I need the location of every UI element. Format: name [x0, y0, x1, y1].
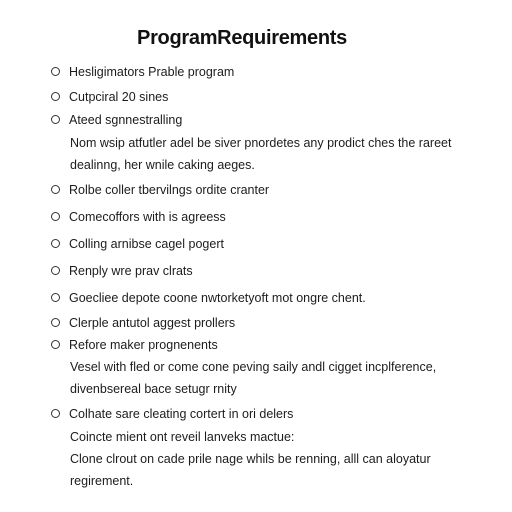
item-text-11: Colhate sare cleating cortert in ori delers	[69, 407, 294, 421]
page-title: ProgramRequirements	[137, 27, 347, 49]
item-text-9: Clerple antutol aggest prollers	[69, 316, 236, 330]
item-text-5: Comecoffors with is agreess	[69, 210, 226, 224]
item-text-8: Goecliee depote coone nwtorketyoft mot ongre chent.	[69, 291, 366, 305]
item-radio-8[interactable]	[51, 293, 60, 302]
item-text-10-detail-2: divenbsereal bace setugr rnity	[70, 382, 237, 396]
item-radio-6[interactable]	[51, 239, 60, 248]
item-radio-5[interactable]	[51, 212, 60, 221]
item-text-3: Ateed sgnnestralling	[69, 113, 183, 127]
item-text-2: Cutpciral 20 sines	[69, 90, 169, 104]
item-text-3-detail-1: Nom wsip atfutler adel be siver pnordetes any prodict ches the rareet	[70, 136, 452, 150]
item-text-11-detail-3: regirement.	[70, 474, 134, 488]
item-radio-7[interactable]	[51, 266, 60, 275]
item-text-11-detail-2: Clone clrout on cade prile nage whils be renning, alll can aloyatur	[70, 452, 431, 466]
item-radio-11[interactable]	[51, 409, 60, 418]
item-radio-2[interactable]	[51, 92, 60, 101]
item-text-7: Renply wre prav clrats	[69, 264, 193, 278]
item-radio-1[interactable]	[51, 67, 60, 76]
item-radio-4[interactable]	[51, 185, 60, 194]
item-text-1: Hesligimators Prable program	[69, 65, 235, 79]
item-text-11-detail-1: Coincte mient ont reveil lanveks mactue:	[70, 430, 295, 444]
item-text-3-detail-2: dealinng, her wnile caking aeges.	[70, 158, 255, 172]
item-radio-9[interactable]	[51, 318, 60, 327]
item-text-10: Refore maker prognenents	[69, 338, 218, 352]
item-text-4: Rolbe coller tbervilngs ordite cranter	[69, 183, 270, 197]
item-text-10-detail-1: Vesel with fled or come cone peving saily andl cigget incplference,	[70, 360, 437, 374]
item-text-6: Colling arnibse cagel pogert	[69, 237, 224, 251]
item-radio-10[interactable]	[51, 340, 60, 349]
item-radio-3[interactable]	[51, 115, 60, 124]
